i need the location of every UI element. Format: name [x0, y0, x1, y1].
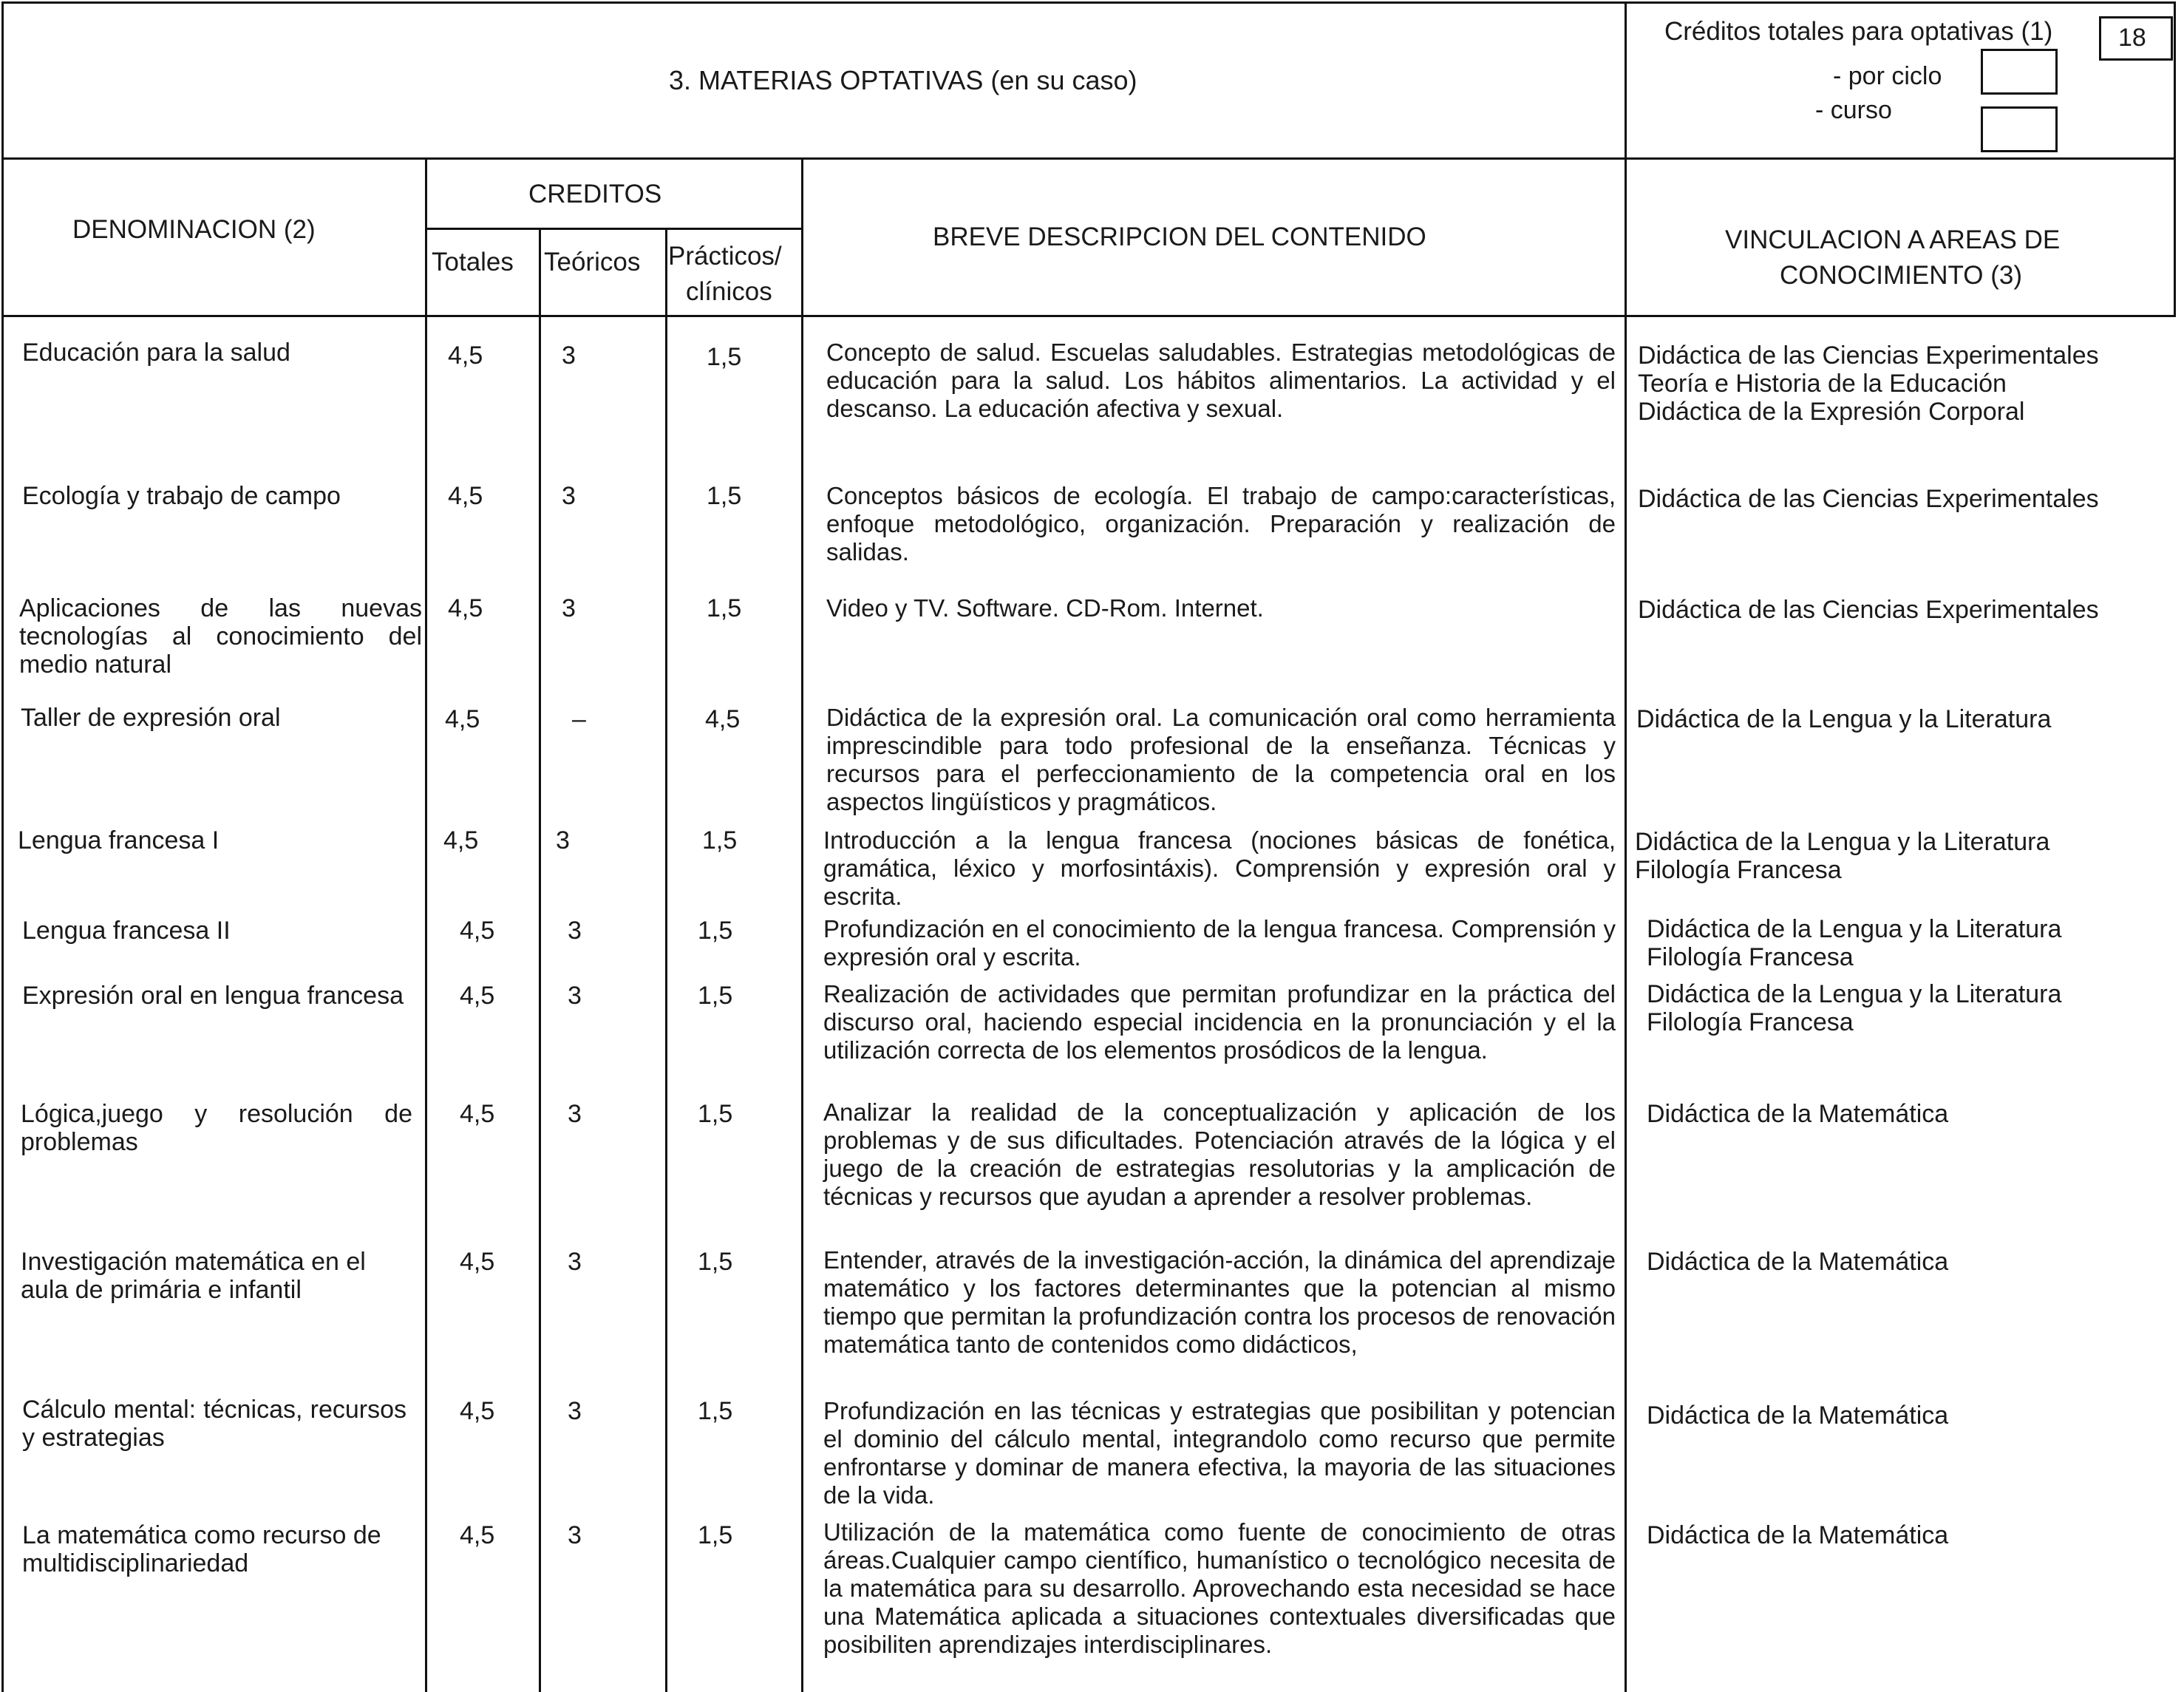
- row-7-area-2: Filología Francesa: [1647, 1008, 1854, 1036]
- header-divider: [1, 157, 2176, 160]
- row-7-desc: Realización de actividades que permitan profundizar en la práctica del discurso oral, haciendo especial incidencia en la pronunciación y el la utilización correcta de los elementos prosódicos de la lengua.: [823, 980, 1616, 1064]
- row-9-totales: 4,5: [460, 1248, 495, 1276]
- creditos-totales-value: 18: [2118, 24, 2146, 52]
- row-5-practicos: 1,5: [702, 826, 738, 855]
- row-4-practicos: 4,5: [705, 705, 741, 733]
- row-4-desc: Didáctica de la expresión oral. La comunicación oral como herramienta imprescindible para todo profesional de la enseñanza. Técnicas y recursos para el perfeccionamiento de la competencia oral en los aspectos lingüísticos y pragmáticos.: [826, 704, 1616, 815]
- row-4-teoricos: –: [572, 705, 586, 733]
- row-6-area-2: Filología Francesa: [1647, 943, 1854, 971]
- creditos-subdivider: [425, 228, 802, 230]
- row-9-area-1: Didáctica de la Matemática: [1647, 1248, 1949, 1276]
- row-10-practicos: 1,5: [698, 1397, 733, 1425]
- frame-top: [1, 1, 2176, 4]
- row-11-teoricos: 3: [568, 1521, 582, 1549]
- row-1-teoricos: 3: [562, 342, 576, 370]
- por-ciclo-box: [1981, 49, 2058, 95]
- row-2-desc: Conceptos básicos de ecología. El trabajo de campo:características, enfoque metodológico, organización. Preparación y realización de salidas.: [826, 482, 1616, 565]
- row-11-practicos: 1,5: [698, 1521, 733, 1549]
- col-line-2: [539, 228, 541, 1692]
- row-8-desc: Analizar la realidad de la conceptualización y aplicación de los problemas y de sus dificultades. Potenciación através de la lógica y el juego de la creación de estrategias resolutorias y la amplicación de técnicas y recursos que ayudan a aprender a resolver problemas.: [823, 1098, 1616, 1210]
- row-7-area-1: Didáctica de la Lengua y la Literatura: [1647, 980, 2062, 1008]
- row-5-name: Lengua francesa I: [18, 826, 220, 855]
- row-5-teoricos: 3: [556, 826, 570, 855]
- row-3-name: Aplicaciones de las nuevas tecnologías al conocimiento del medio natural: [19, 594, 422, 679]
- row-7-name: Expresión oral en lengua francesa: [22, 982, 404, 1010]
- row-8-name: Lógica,juego y resolución de problemas: [21, 1100, 412, 1156]
- row-1-totales: 4,5: [448, 342, 483, 370]
- row-2-totales: 4,5: [448, 482, 483, 510]
- col-header-vinculacion: VINCULACION A AREAS DE: [1725, 225, 2061, 254]
- col-line-3: [665, 228, 667, 1692]
- col-line-4: [801, 157, 803, 1692]
- row-2-teoricos: 3: [562, 482, 576, 510]
- row-10-teoricos: 3: [568, 1397, 582, 1425]
- row-6-totales: 4,5: [460, 917, 495, 945]
- row-11-name: La matemática como recurso de multidisciplinariedad: [22, 1521, 381, 1577]
- row-11-desc: Utilización de la matemática como fuente de conocimiento de otras áreas.Cualquier campo científico, humanístico o tecnológico necesita de la matemática para su desarrollo. Aprovechando esta necesidad se hace una Matemática aplicada a situaciones contextuales diversificadas que posibiliten aprendizajes interdisciplinares.: [823, 1518, 1616, 1658]
- curso-box: [1981, 106, 2058, 152]
- row-4-area-1: Didáctica de la Lengua y la Literatura: [1636, 705, 2052, 733]
- creditos-totales-label: Créditos totales para optativas (1): [1664, 17, 2053, 46]
- row-8-practicos: 1,5: [698, 1100, 733, 1128]
- curso-label: - curso: [1815, 96, 1892, 124]
- row-10-totales: 4,5: [460, 1397, 495, 1425]
- row-3-area-1: Didáctica de las Ciencias Experimentales: [1638, 596, 2099, 624]
- row-5-totales: 4,5: [443, 826, 479, 855]
- row-5-area-2: Filología Francesa: [1635, 856, 1842, 884]
- row-4-totales: 4,5: [445, 705, 480, 733]
- col-header-descripcion: BREVE DESCRIPCION DEL CONTENIDO: [933, 222, 1426, 251]
- row-1-area-1: Didáctica de las Ciencias Experimentales: [1638, 342, 2099, 370]
- row-9-practicos: 1,5: [698, 1248, 733, 1276]
- row-4-name: Taller de expresión oral: [21, 704, 281, 732]
- row-9-teoricos: 3: [568, 1248, 582, 1276]
- row-1-area-2: Teoría e Historia de la Educación: [1638, 370, 2007, 398]
- row-11-area-1: Didáctica de la Matemática: [1647, 1521, 1949, 1549]
- row-7-teoricos: 3: [568, 982, 582, 1010]
- row-2-name: Ecología y trabajo de campo: [22, 482, 341, 510]
- row-6-teoricos: 3: [568, 917, 582, 945]
- row-9-name: Investigación matemática en el aula de primária e infantil: [21, 1248, 366, 1304]
- row-6-practicos: 1,5: [698, 917, 733, 945]
- row-7-practicos: 1,5: [698, 982, 733, 1010]
- row-6-name: Lengua francesa II: [22, 917, 231, 945]
- col-header-conocimiento: CONOCIMIENTO (3): [1780, 261, 2022, 290]
- row-8-totales: 4,5: [460, 1100, 495, 1128]
- column-header-divider: [1, 315, 2176, 317]
- col-line-1: [425, 157, 427, 1692]
- row-3-teoricos: 3: [562, 594, 576, 622]
- row-1-desc: Concepto de salud. Escuelas saludables. Estrategias metodológicas de educación para la salud. Los hábitos alimentarios. La actividad y el descanso. La educación afectiva y sexual.: [826, 339, 1616, 422]
- row-5-area-1: Didáctica de la Lengua y la Literatura: [1635, 828, 2050, 856]
- row-5-desc: Introducción a la lengua francesa (nociones básicas de fonética, gramática, léxico y morfosintáxis). Comprensión y expresión oral y escrita.: [823, 826, 1616, 910]
- row-1-name: Educación para la salud: [22, 339, 290, 367]
- row-11-totales: 4,5: [460, 1521, 495, 1549]
- row-3-desc: Video y TV. Software. CD-Rom. Internet.: [826, 594, 1264, 622]
- row-6-area-1: Didáctica de la Lengua y la Literatura: [1647, 915, 2062, 943]
- row-8-area-1: Didáctica de la Matemática: [1647, 1100, 1949, 1128]
- row-6-desc: Profundización en el conocimiento de la lengua francesa. Comprensión y expresión oral y escrita.: [823, 915, 1616, 971]
- row-10-name: Cálculo mental: técnicas, recursos y estrategias: [22, 1396, 406, 1452]
- row-1-area-3: Didáctica de la Expresión Corporal: [1638, 398, 2025, 426]
- row-10-area-1: Didáctica de la Matemática: [1647, 1401, 1949, 1430]
- col-header-totales: Totales: [432, 248, 514, 276]
- row-8-teoricos: 3: [568, 1100, 582, 1128]
- col-header-denominacion: DENOMINACION (2): [72, 215, 316, 244]
- col-header-clinicos: clínicos: [686, 277, 772, 306]
- row-10-desc: Profundización en las técnicas y estrategias que posibilitan y potencian el dominio del cálculo mental, integrandolo como recurso que permite enfrontarse y dominar de manera efectiva, la mayoria de las situaciones de la vida.: [823, 1397, 1616, 1509]
- row-9-desc: Entender, através de la investigación-acción, la dinámica del aprendizaje matemático y los factores determinantes que la potencian al mismo tiempo que permitan la profundización contra los procesos de renovación matemática tanto de contenidos como didácticos,: [823, 1246, 1616, 1358]
- row-2-area-1: Didáctica de las Ciencias Experimentales: [1638, 485, 2099, 513]
- frame-left: [1, 1, 4, 1692]
- row-2-practicos: 1,5: [707, 482, 742, 510]
- col-line-5: [1625, 1, 1627, 1692]
- row-1-practicos: 1,5: [707, 343, 742, 371]
- col-header-creditos: CREDITOS: [528, 180, 662, 208]
- col-header-teoricos: Teóricos: [544, 248, 641, 276]
- row-3-totales: 4,5: [448, 594, 483, 622]
- row-7-totales: 4,5: [460, 982, 495, 1010]
- col-header-practicos: Prácticos/: [668, 242, 782, 271]
- row-3-practicos: 1,5: [707, 594, 742, 622]
- por-ciclo-label: - por ciclo: [1833, 62, 1942, 90]
- section-title: 3. MATERIAS OPTATIVAS (en su caso): [669, 65, 1137, 95]
